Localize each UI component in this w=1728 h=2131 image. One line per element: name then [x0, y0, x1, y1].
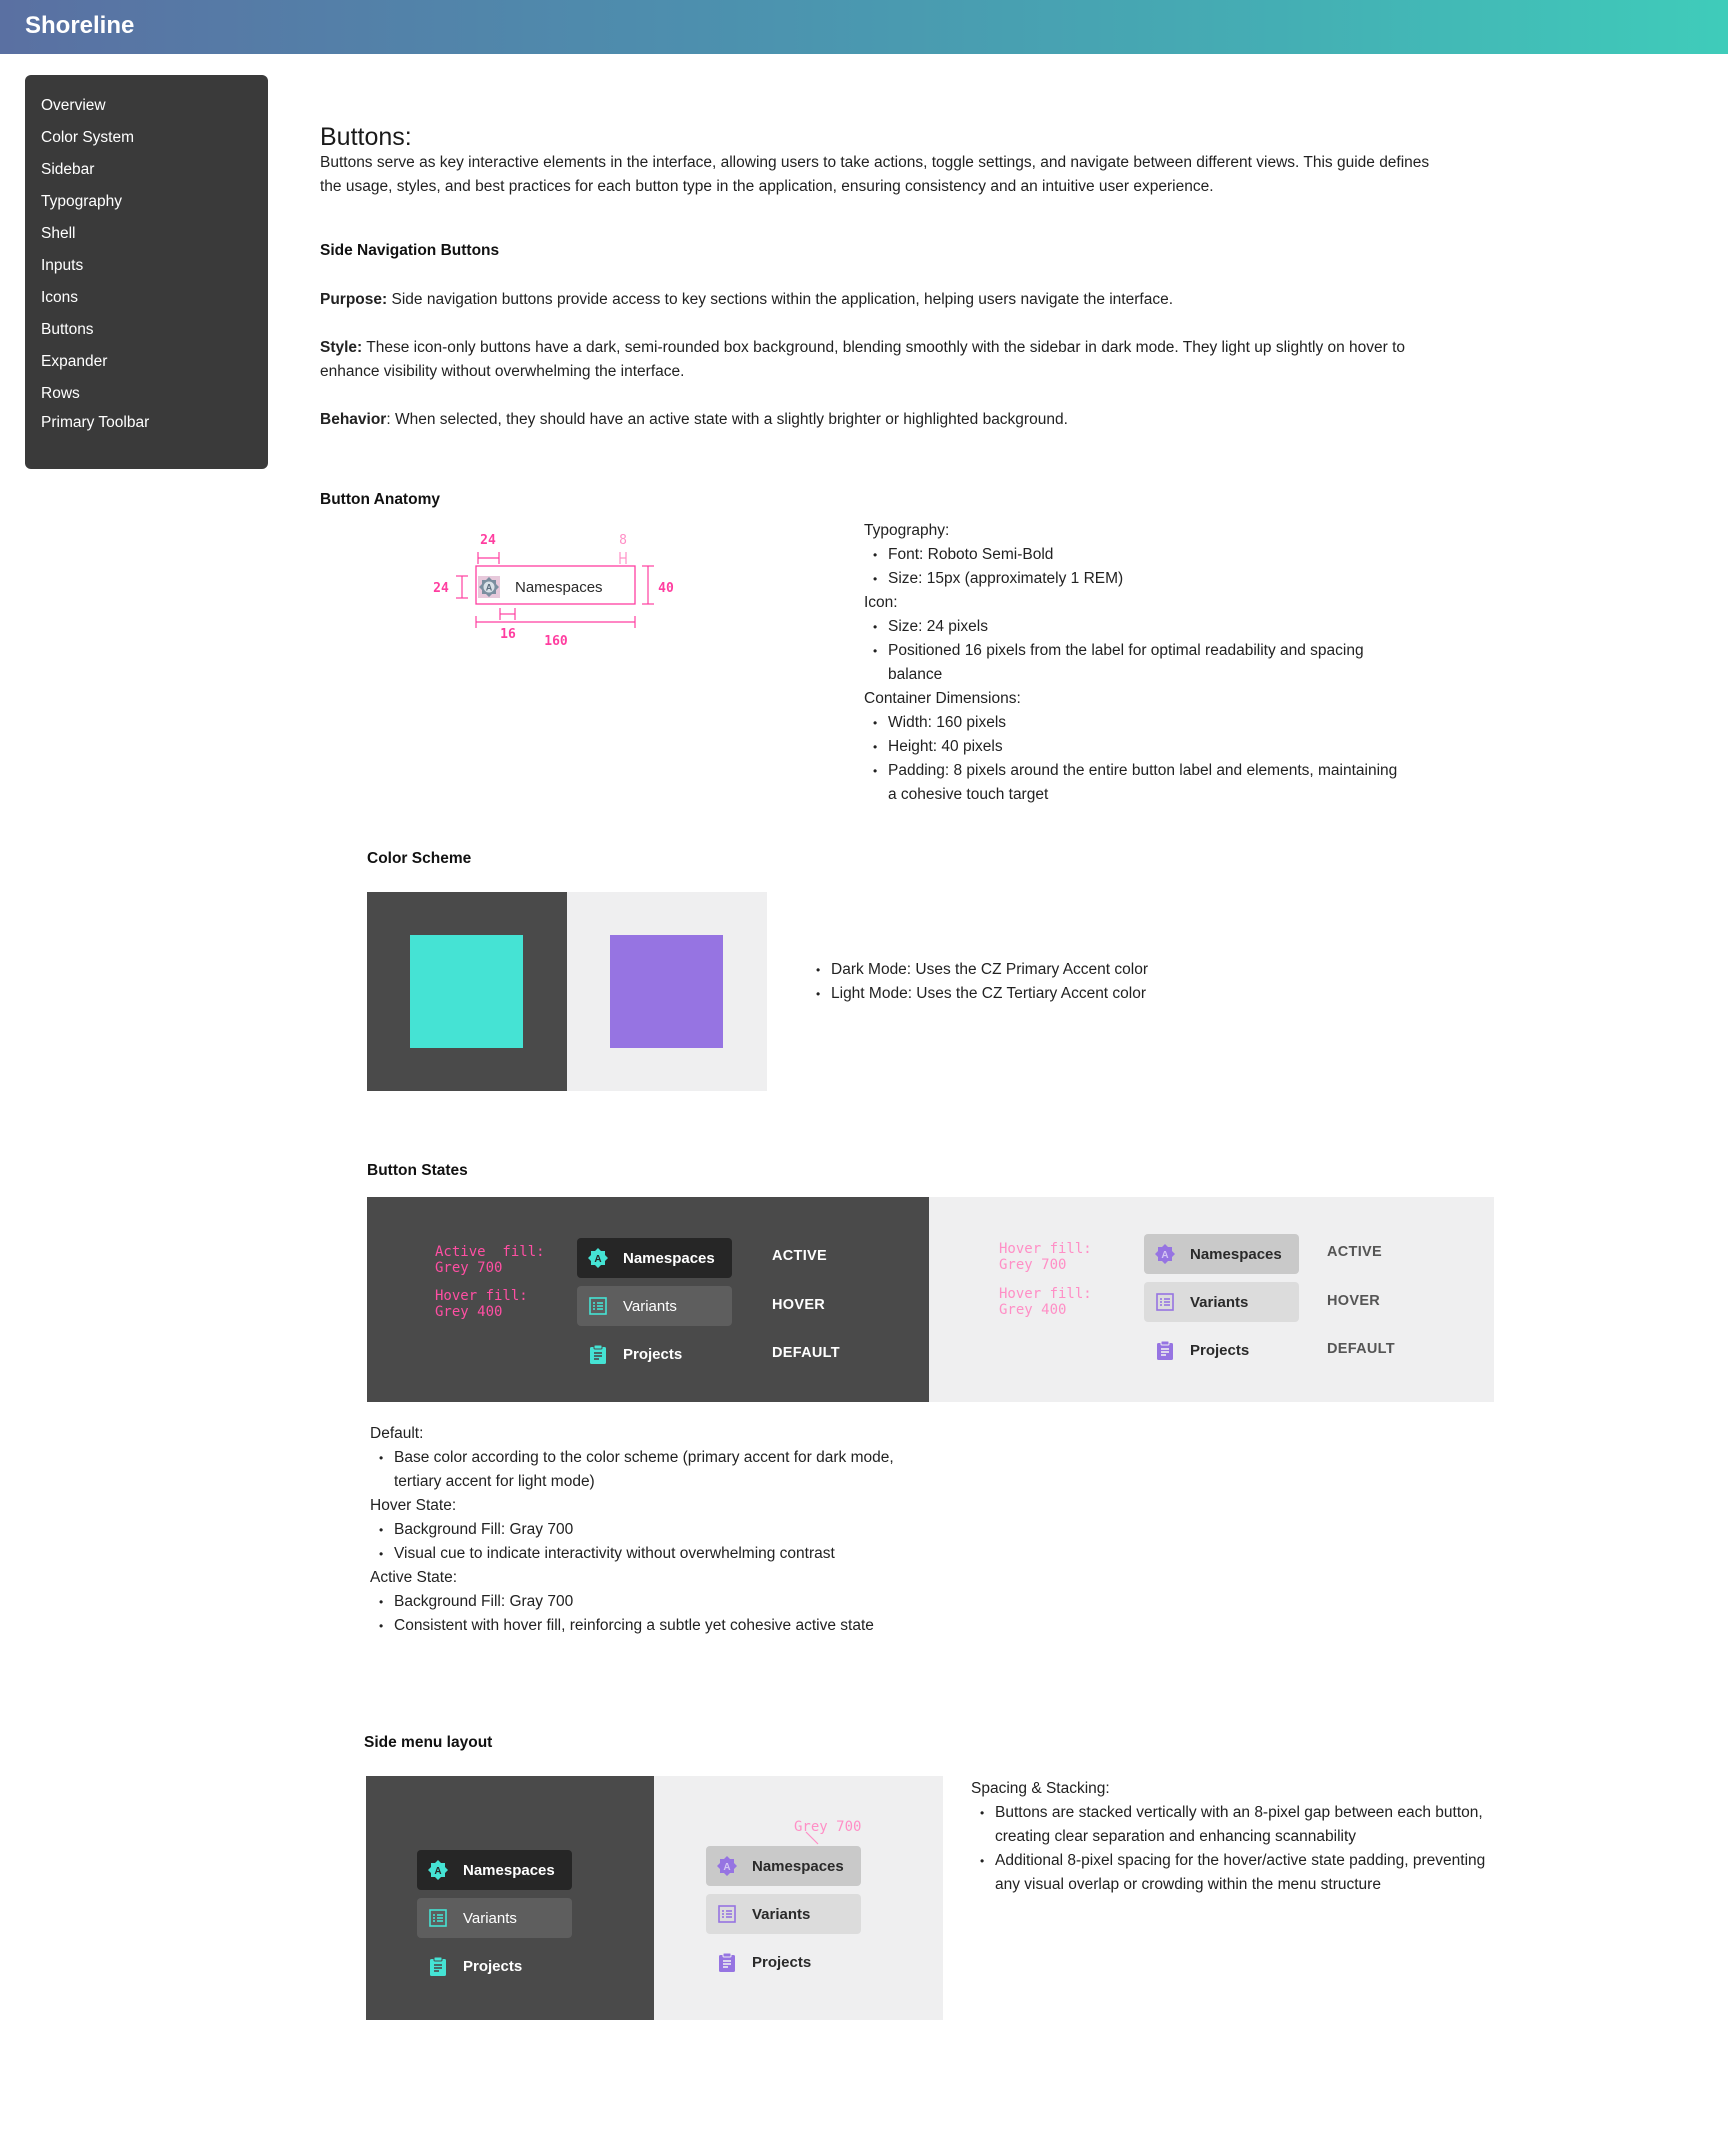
anatomy-namespace-badge-icon: [479, 577, 499, 597]
style-paragraph: [320, 336, 1450, 384]
button-label: Namespaces: [463, 1861, 555, 1879]
color-scheme-item: • Light Mode: Uses the CZ Tertiary Accent color: [807, 982, 1307, 1006]
namespace-badge-icon: [427, 1859, 449, 1881]
button-states-heading: Button States: [367, 1162, 468, 1179]
button-label: Projects: [1190, 1341, 1250, 1359]
container-heading: Container Dimensions:: [864, 690, 1021, 707]
brand-logo-text[interactable]: Shoreline: [25, 12, 135, 39]
container-item: • Height: 40 pixels: [864, 735, 1404, 759]
clipboard-icon: [587, 1343, 609, 1365]
anatomy-heading: Button Anatomy: [320, 491, 440, 508]
active-fill-note: Active fill: Grey 700: [435, 1244, 545, 1276]
light-hover-button[interactable]: [1144, 1282, 1299, 1322]
purpose-paragraph: [320, 288, 1450, 312]
icon-heading: Icon:: [864, 594, 898, 611]
active-heading: Active State:: [370, 1569, 458, 1586]
light-default-button[interactable]: [1144, 1330, 1299, 1370]
grey-note-pointer: [804, 1830, 824, 1846]
spacing-item: • Buttons are stacked vertically with an 8-pixel gap between each button, creating clear separation and enhancing scannability: [971, 1801, 1511, 1849]
spacing-notes: [971, 1777, 1511, 1897]
container-item: • Width: 160 pixels: [864, 711, 1404, 735]
anatomy-spec: [864, 519, 1404, 807]
side-nav-heading: Side Navigation Buttons: [320, 242, 500, 259]
namespace-badge-icon: [716, 1855, 738, 1877]
state-label-default: DEFAULT: [1327, 1341, 1395, 1357]
typography-item: • Font: Roboto Semi-Bold: [864, 543, 1404, 567]
button-label: Variants: [752, 1905, 811, 1923]
dim-icon-height: 24: [433, 581, 449, 596]
light-menu-projects-button[interactable]: [706, 1942, 861, 1982]
sidebar-item-typography[interactable]: Typography: [41, 193, 122, 210]
light-menu-variants-button[interactable]: [706, 1894, 861, 1934]
tertiary-accent-swatch: [610, 935, 723, 1048]
page-intro: Buttons serve as key interactive elements in the interface, allowing users to take actions, toggle settings, and navigate between different views. This guide defines the usage, styles, and best practices for each button type in the application, ensuring consistency and an intuitive user experience.: [320, 154, 1430, 195]
grey-700-note: Grey 700: [794, 1819, 862, 1835]
dark-default-button[interactable]: [577, 1334, 732, 1374]
hover-fill-note: Hover fill: Grey 400: [435, 1288, 528, 1320]
sidebar-item-inputs[interactable]: Inputs: [41, 257, 84, 274]
list-icon: [1154, 1291, 1176, 1313]
behavior-label: Behavior: [320, 411, 387, 428]
sidebar-item-rows[interactable]: Rows: [41, 385, 80, 402]
hover-heading: Hover State:: [370, 1497, 457, 1514]
button-label: Namespaces: [752, 1857, 844, 1875]
purpose-text: Side navigation buttons provide access to key sections within the application, helping users navigate the interface.: [387, 291, 1173, 308]
style-label: Style:: [320, 339, 363, 356]
dark-mode-swatch-panel: [367, 892, 567, 1091]
namespace-badge-icon: [1154, 1243, 1176, 1265]
sidebar-item-primary-toolbar[interactable]: Primary Toolbar: [41, 414, 150, 431]
dark-states-panel: [367, 1197, 929, 1402]
clipboard-icon: [716, 1951, 738, 1973]
namespace-badge-icon: [587, 1247, 609, 1269]
svg-text:A: A: [723, 1862, 731, 1873]
hover-item: • Visual cue to indicate interactivity without overwhelming contrast: [370, 1542, 910, 1566]
page-title: Buttons:: [320, 123, 412, 151]
container-item: • Padding: 8 pixels around the entire button label and elements, maintaining a cohesive touch target: [864, 759, 1404, 807]
state-label-hover: HOVER: [772, 1297, 826, 1313]
clipboard-icon: [427, 1955, 449, 1977]
typography-item: • Size: 15px (approximately 1 REM): [864, 567, 1404, 591]
svg-text:A: A: [485, 582, 493, 593]
top-header: [0, 0, 1728, 54]
light-states-panel: [929, 1197, 1494, 1402]
state-descriptions: [370, 1422, 910, 1638]
spacing-item: • Additional 8-pixel spacing for the hover/active state padding, preventing any visual overlap or crowding within the menu structure: [971, 1849, 1511, 1897]
color-scheme-heading: Color Scheme: [367, 850, 472, 867]
list-icon: [587, 1295, 609, 1317]
light-menu-namespaces-button[interactable]: [706, 1846, 861, 1886]
behavior-text: : When selected, they should have an active state with a slightly brighter or highlighted background.: [386, 411, 1068, 428]
hover-fill-note: Hover fill: Grey 400: [999, 1286, 1092, 1318]
hover-fill-note: Hover fill: Grey 700: [999, 1241, 1092, 1273]
light-mode-swatch-panel: [567, 892, 767, 1091]
list-icon: [716, 1903, 738, 1925]
dark-menu-projects-button[interactable]: [417, 1946, 572, 1986]
purpose-label: Purpose:: [320, 291, 388, 308]
primary-accent-swatch: [410, 935, 523, 1048]
default-heading: Default:: [370, 1425, 424, 1442]
dark-menu-namespaces-button[interactable]: [417, 1850, 572, 1890]
anatomy-diagram: [420, 520, 690, 650]
sidebar-nav: [25, 75, 268, 469]
state-label-default: DEFAULT: [772, 1345, 840, 1361]
sidebar-item-icons[interactable]: Icons: [41, 289, 79, 306]
dim-icon-width: 24: [480, 533, 496, 548]
style-text: These icon-only buttons have a dark, semi-rounded box background, blending smoothly with the sidebar in dark mode. They light up slightly on hover to enhance visibility without overwhelming the interface.: [320, 339, 1406, 380]
icon-spec-item: • Size: 24 pixels: [864, 615, 1404, 639]
button-label: Namespaces: [623, 1249, 715, 1267]
sidebar-item-buttons[interactable]: Buttons: [41, 321, 94, 338]
side-menu-heading: Side menu layout: [364, 1734, 493, 1751]
sidebar-item-shell[interactable]: Shell: [41, 225, 76, 242]
color-scheme-item: • Dark Mode: Uses the CZ Primary Accent color: [807, 958, 1307, 982]
button-label: Variants: [463, 1909, 517, 1927]
button-label: Namespaces: [1190, 1245, 1282, 1263]
typography-heading: Typography:: [864, 522, 950, 539]
dark-menu-variants-button[interactable]: [417, 1898, 572, 1938]
state-label-hover: HOVER: [1327, 1293, 1381, 1309]
dark-hover-button[interactable]: [577, 1286, 732, 1326]
side-menu-dark-panel: [366, 1776, 654, 2020]
sidebar-item-sidebar[interactable]: Sidebar: [41, 161, 95, 178]
svg-text:A: A: [1161, 1250, 1169, 1261]
dim-width: 160: [544, 634, 568, 649]
active-item: • Consistent with hover fill, reinforcing a subtle yet cohesive active state: [370, 1614, 910, 1638]
dim-padding: 8: [619, 533, 627, 548]
svg-text:A: A: [434, 1866, 442, 1877]
dark-active-button[interactable]: [577, 1238, 732, 1278]
active-item: • Background Fill: Gray 700: [370, 1590, 910, 1614]
svg-text:A: A: [594, 1254, 602, 1265]
clipboard-icon: [1154, 1339, 1176, 1361]
hover-item: • Background Fill: Gray 700: [370, 1518, 910, 1542]
spacing-heading: Spacing & Stacking:: [971, 1780, 1110, 1797]
state-label-active: ACTIVE: [772, 1248, 827, 1264]
sidebar-item-expander[interactable]: Expander: [41, 353, 108, 370]
sidebar-item-color-system[interactable]: Color System: [41, 129, 135, 146]
list-icon: [427, 1907, 449, 1929]
button-label: Variants: [623, 1297, 677, 1315]
button-label: Variants: [1190, 1293, 1249, 1311]
dim-gap: 16: [500, 627, 516, 642]
button-label: Projects: [463, 1957, 523, 1975]
button-label: Projects: [623, 1345, 683, 1363]
default-item: • Base color according to the color scheme (primary accent for dark mode, tertiary accent for light mode): [370, 1446, 910, 1494]
color-scheme-list: [807, 958, 1307, 1006]
icon-spec-item: • Positioned 16 pixels from the label for optimal readability and spacing balance: [864, 639, 1404, 687]
sidebar-item-overview[interactable]: Overview: [41, 97, 106, 114]
anatomy-button-label: Namespaces: [515, 579, 603, 596]
light-active-button[interactable]: [1144, 1234, 1299, 1274]
button-label: Projects: [752, 1953, 812, 1971]
behavior-paragraph: [320, 408, 1450, 432]
dim-height: 40: [658, 581, 674, 596]
side-menu-light-panel: [654, 1776, 943, 2020]
state-label-active: ACTIVE: [1327, 1244, 1382, 1260]
